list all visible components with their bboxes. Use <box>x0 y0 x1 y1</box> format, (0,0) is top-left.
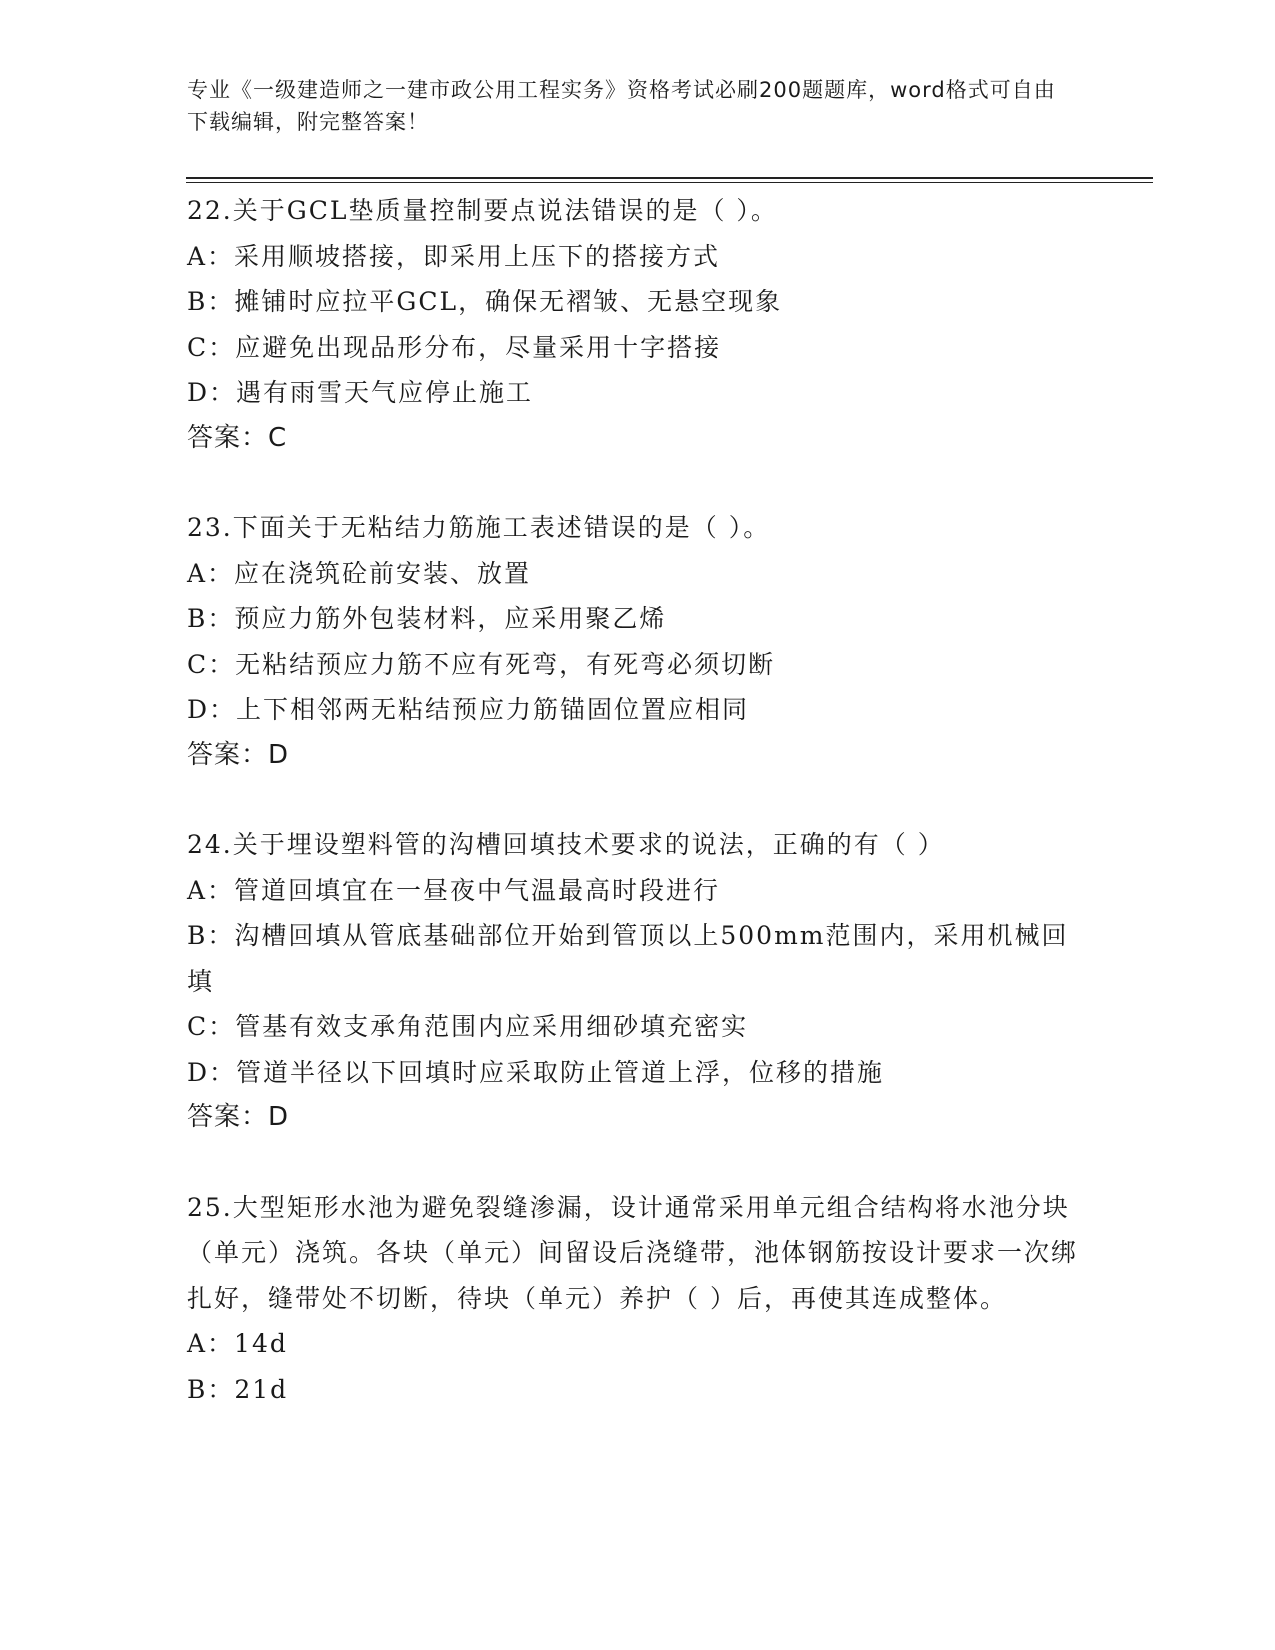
question-25 <box>187 1185 1087 1413</box>
question-stem: 24.关于埋设塑料管的沟槽回填技术要求的说法，正确的有（ ） <box>187 830 945 859</box>
answer: 答案：D <box>187 1102 290 1132</box>
option-b: B：摊铺时应拉平GCL，确保无褶皱、无悬空现象 <box>187 287 783 316</box>
question-stem: 22.关于GCL垫质量控制要点说法错误的是（ ）。 <box>187 196 778 225</box>
option-a: A：管道回填宜在一昼夜中气温最高时段进行 <box>187 875 721 905</box>
document-header: 专业《一级建造师之一建市政公用工程实务》资格考试必刷200题题库，word格式可自由下载编辑，附完整答案！ <box>187 78 1056 134</box>
header-divider-thick <box>186 177 1153 179</box>
option-d: D：上下相邻两无粘结预应力筋锚固位置应相同 <box>187 695 750 724</box>
option-b: B：预应力筋外包装材料，应采用聚乙烯 <box>187 604 667 633</box>
answer: 答案：D <box>187 739 290 770</box>
question-stem: 25.大型矩形水池为避免裂缝渗漏，设计通常采用单元组合结构将水池分块（单元）浇筑。各块（单元）间留设后浇缝带，池体钢筋按设计要求一次绑扎好，缝带处不切断，待块（单元）养护（ ）后，再使其连成整体。 <box>187 1192 1079 1313</box>
option-a: A：14d <box>187 1329 288 1358</box>
answer: 答案：C <box>187 422 288 453</box>
option-d: D：遇有雨雪天气应停止施工 <box>187 378 534 407</box>
option-c: C：管基有效支承角范围内应采用细砂填充密实 <box>187 1012 749 1041</box>
option-b: B：沟槽回填从管底基础部位开始到管顶以上500mm范围内，采用机械回填 <box>187 921 1069 996</box>
option-d: D：管道半径以下回填时应采取防止管道上浮，位移的措施 <box>187 1057 885 1087</box>
header-divider-thin <box>186 182 1153 183</box>
option-b: B：21d <box>187 1374 289 1404</box>
option-c: C：应避免出现品形分布，尽量采用十字搭接 <box>187 332 722 362</box>
question-22 <box>187 188 1087 461</box>
question-24 <box>187 822 1087 1141</box>
question-list <box>187 188 1087 1456</box>
question-23 <box>187 505 1087 778</box>
option-c: C：无粘结预应力筋不应有死弯，有死弯必须切断 <box>187 649 776 679</box>
option-a: A：应在浇筑砼前安装、放置 <box>187 558 532 588</box>
question-stem: 23.下面关于无粘结力筋施工表述错误的是（ ）。 <box>187 513 771 542</box>
option-a: A：采用顺坡搭接，即采用上压下的搭接方式 <box>187 241 721 271</box>
